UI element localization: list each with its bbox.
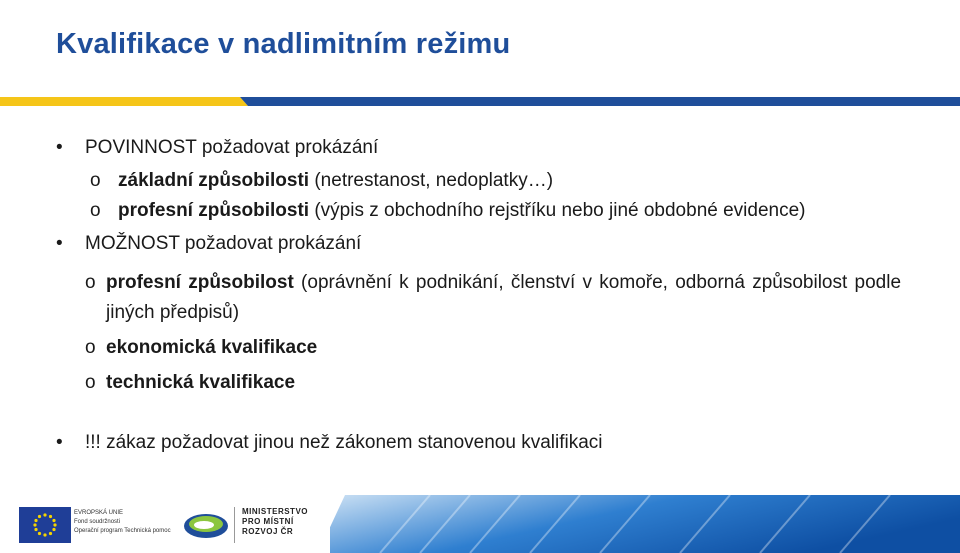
list-item: o profesní způsobilost (oprávnění k podnikání, členství v komoře, odborná způsobilost podle jiných předpisů) — [56, 268, 901, 336]
list-item: o ekonomická kvalifikace — [85, 337, 318, 358]
sub-bullet: o — [85, 372, 96, 393]
bullet: • — [56, 137, 63, 158]
eu-text: EVROPSKÁ UNIE Fond soudržnosti Operační program Technická pomoc — [74, 510, 171, 534]
list-item: • !!! zákaz požadovat jinou než zákonem stanovenou kvalifikaci — [56, 432, 603, 453]
slide-content — [56, 136, 901, 461]
operational-program-logo-icon — [182, 511, 230, 541]
slide-title: Kvalifikace v nadlimitním režimu — [56, 28, 511, 60]
list-item: o profesní způsobilosti (výpis z obchodního rejstříku nebo jiné obdobné evidence) — [90, 200, 806, 221]
ministry-text: MINISTERSTVO PRO MÍSTNÍ ROZVOJ ČR — [242, 507, 309, 536]
footer-logos — [16, 503, 326, 549]
list-item: o základní způsobilosti (netrestanost, nedoplatky…) — [90, 170, 554, 191]
sub-bullet: o — [90, 170, 101, 191]
sub-bullet: o — [85, 272, 96, 293]
list-item: • POVINNOST požadovat prokázání — [56, 137, 379, 158]
title-divider-bar — [0, 97, 960, 106]
list-item: • MOŽNOST požadovat prokázání — [56, 233, 362, 254]
logo-divider — [234, 507, 235, 543]
bullet: • — [56, 432, 63, 453]
bullet: • — [56, 233, 63, 254]
sub-bullet: o — [90, 200, 101, 221]
sub-bullet: o — [85, 337, 96, 358]
eu-flag-icon — [19, 507, 71, 543]
list-item: o technická kvalifikace — [85, 372, 296, 393]
